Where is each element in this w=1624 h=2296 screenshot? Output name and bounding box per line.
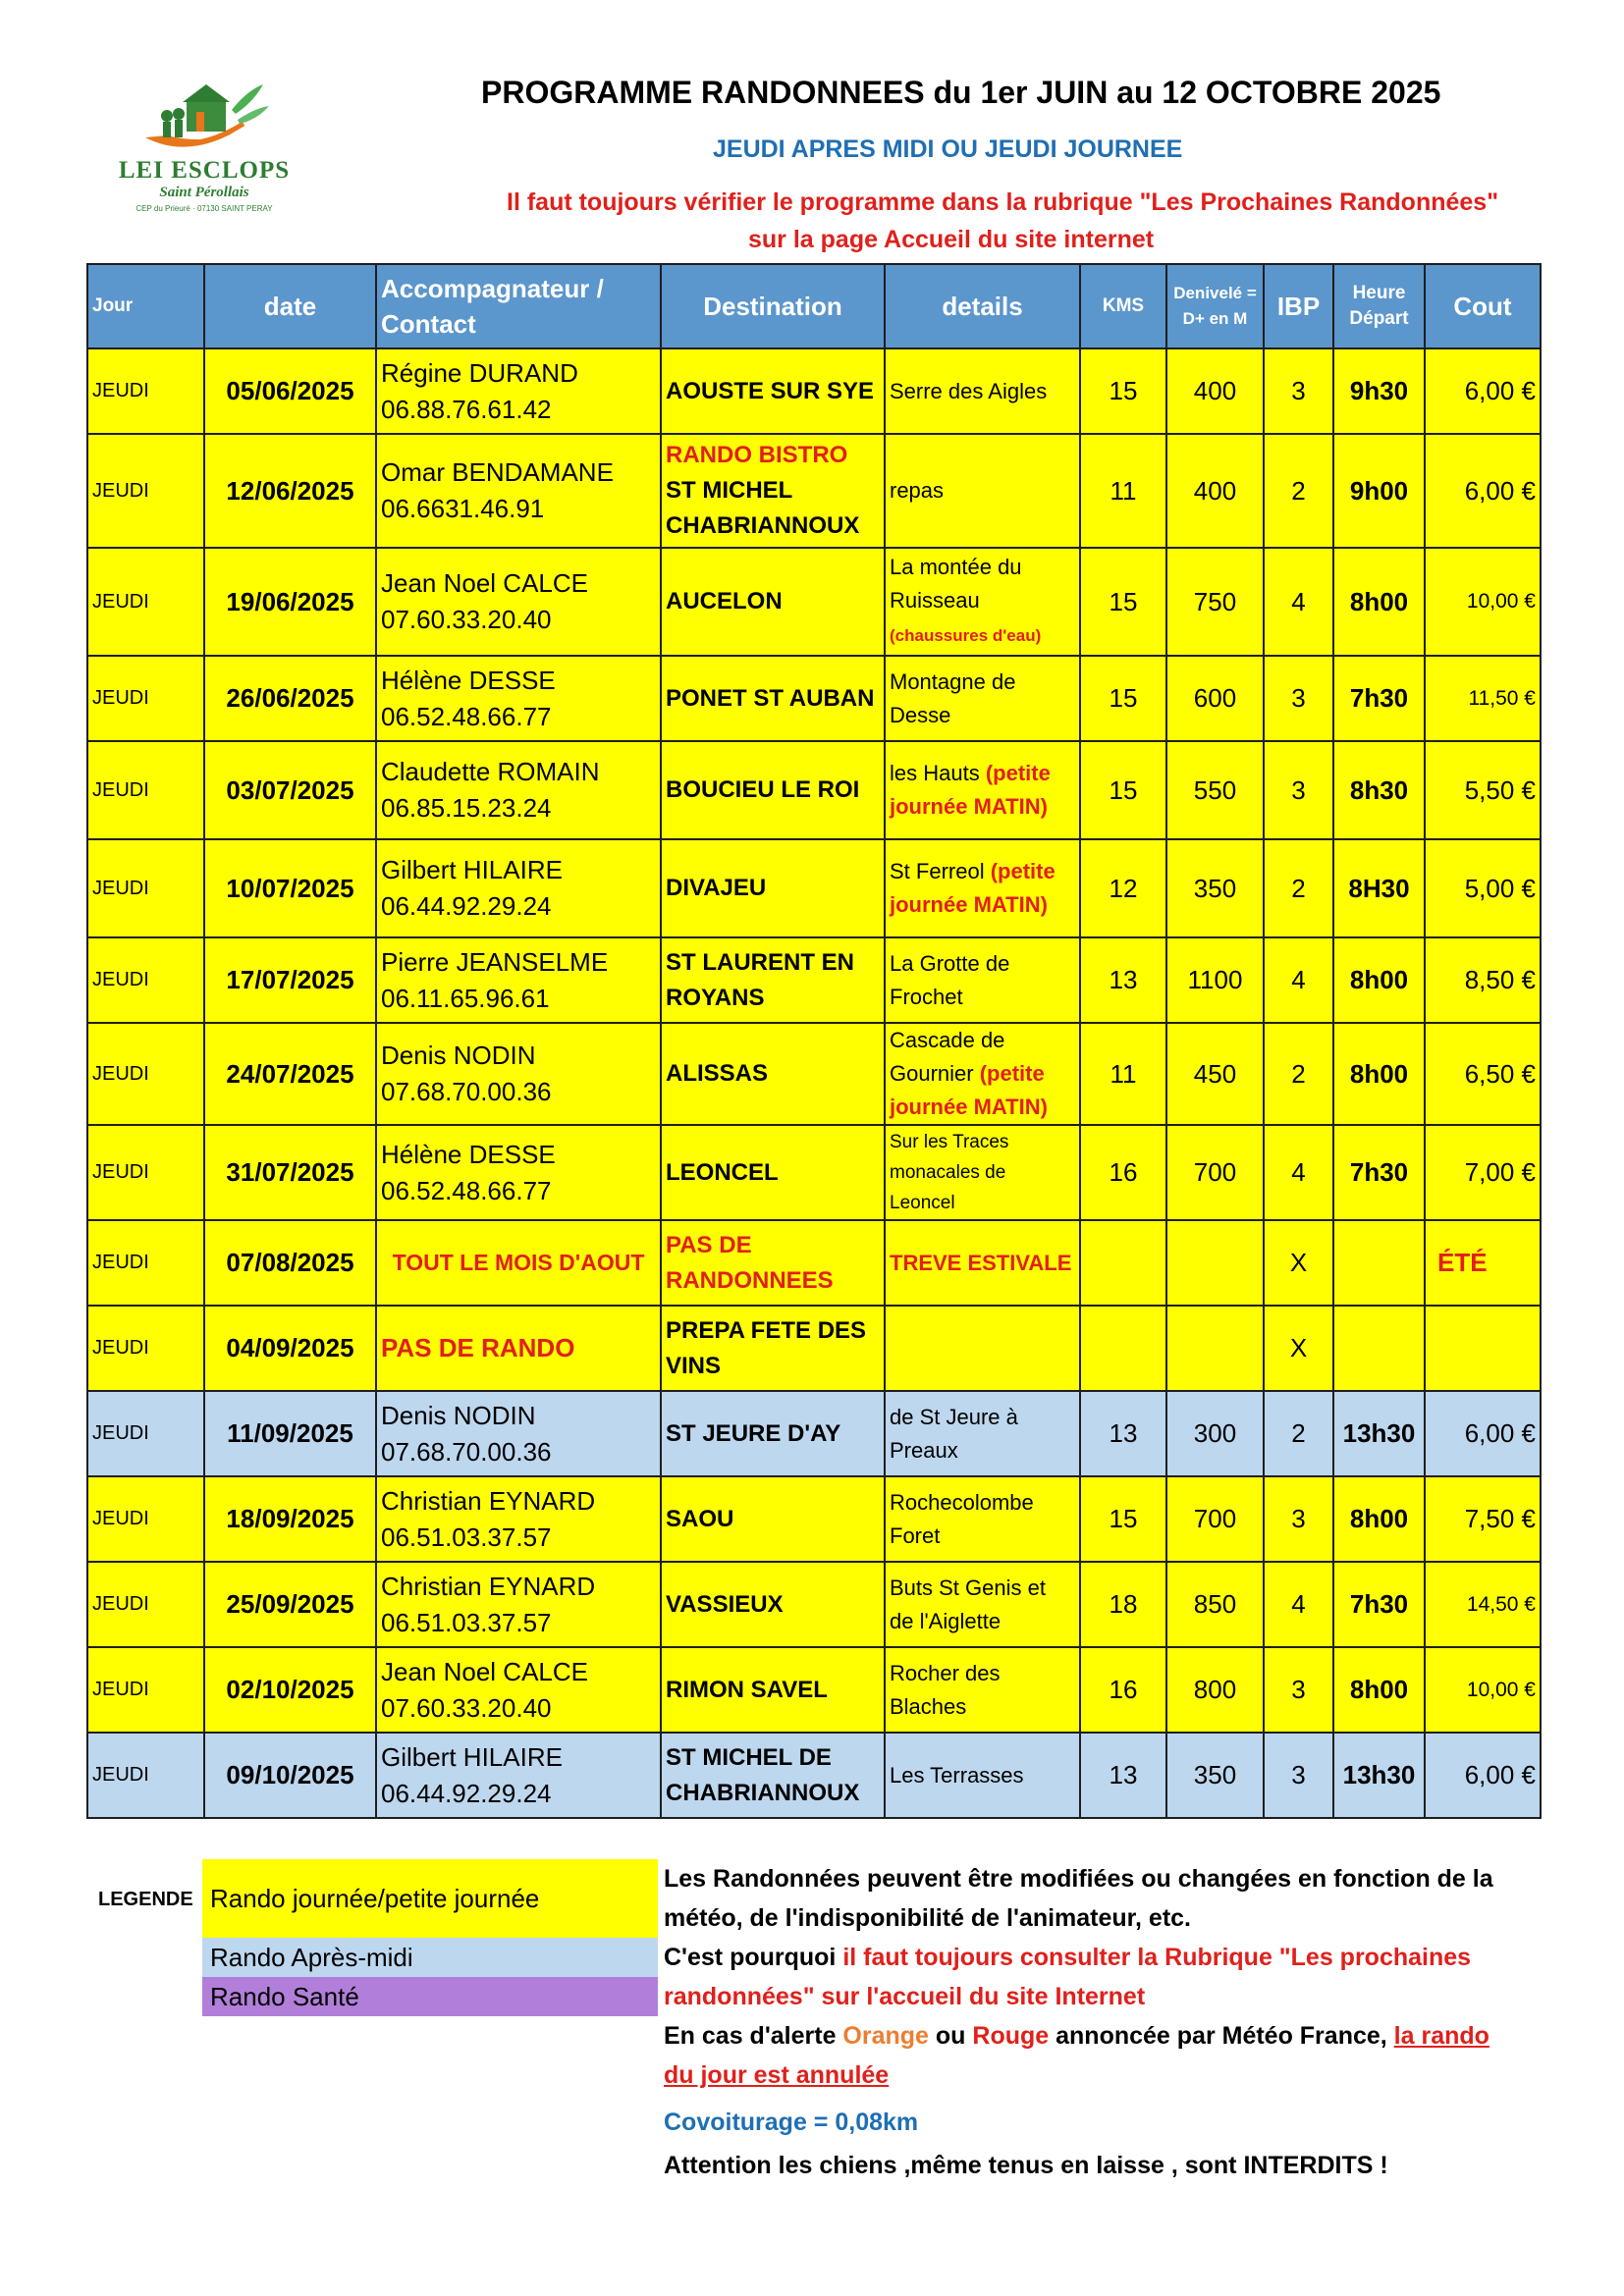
table-row: [87, 937, 1541, 1023]
page-title: PROGRAMME RANDONNEES du 1er JUIN au 12 OCTOBRE 2025: [481, 75, 1441, 110]
logo-subtitle: Saint Pérollais: [159, 185, 249, 200]
destination-line1: ST LAURENT EN: [666, 948, 854, 976]
header-details: details: [885, 264, 1080, 348]
cell-details: [885, 839, 1080, 937]
cell-cout: ÉTÉ: [1425, 1220, 1541, 1306]
cell-destination: [661, 1562, 885, 1647]
contact-name: Régine DURAND: [381, 357, 578, 388]
cell-cout: 14,50 €: [1425, 1562, 1541, 1647]
cell-kms: [1080, 1306, 1166, 1391]
contact-name: Claudette ROMAIN: [381, 757, 600, 786]
cell-cout: 6,00 €: [1425, 1733, 1541, 1818]
cell-denivele: 1100: [1166, 937, 1264, 1023]
cell-heure: 13h30: [1333, 1733, 1425, 1818]
logo-name: LEI ESCLOPS: [118, 157, 291, 184]
cell-cout: [1425, 1306, 1541, 1391]
header-kms: KMS: [1080, 264, 1166, 348]
cell-details: [885, 1306, 1080, 1391]
cell-destination: [661, 656, 885, 741]
contact-phone: 07.68.70.00.36: [381, 1436, 552, 1467]
cell-heure: 9h00: [1333, 434, 1425, 548]
destination-line1: ALISSAS: [666, 1060, 769, 1087]
details-highlight: TREVE ESTIVALE: [890, 1250, 1072, 1275]
cell-kms: 18: [1080, 1562, 1166, 1647]
cell-cout: 6,00 €: [1425, 348, 1541, 434]
destination-line2: ROYANS: [666, 984, 765, 1011]
cell-kms: 15: [1080, 656, 1166, 741]
details-highlight: (petite journée MATIN): [890, 859, 1056, 917]
destination-line1: RIMON SAVEL: [666, 1676, 828, 1703]
contact-phone: 06.52.48.66.77: [381, 701, 552, 731]
cell-denivele: 450: [1166, 1023, 1264, 1125]
cell-kms: 12: [1080, 839, 1166, 937]
warning-line-1: Il faut toujours vérifier le programme dans la rubrique "Les Prochaines Randonnées": [507, 188, 1499, 216]
note-alert-meteo: annoncée par Météo France,: [1049, 2022, 1394, 2050]
destination-line1: ST JEURE D'AY: [666, 1419, 841, 1447]
cell-heure: 13h30: [1333, 1391, 1425, 1476]
details-highlight: (chaussures d'eau): [890, 626, 1042, 645]
cell-date: 12/06/2025: [204, 434, 376, 548]
cell-kms: 15: [1080, 548, 1166, 656]
details-text: La Grotte de Frochet: [890, 950, 1010, 1009]
legend-label: LEGENDE: [98, 1889, 193, 1910]
contact-name: Jean Noel CALCE: [381, 1656, 588, 1686]
note-weather-alert-2: du jour est annulée: [664, 2061, 890, 2089]
cell-denivele: [1166, 1220, 1264, 1306]
note-check-website-2: randonnées" sur l'accueil du site Internet: [664, 1983, 1146, 2010]
cell-kms: 15: [1080, 348, 1166, 434]
note-check-website: [664, 1938, 1471, 1977]
cell-kms: 11: [1080, 434, 1166, 548]
cell-destination: [661, 348, 885, 434]
cell-date: 11/09/2025: [204, 1391, 376, 1476]
cell-ibp: 4: [1264, 548, 1333, 656]
cell-details: [885, 937, 1080, 1023]
cell-denivele: 300: [1166, 1391, 1264, 1476]
cell-jour: JEUDI: [87, 1647, 204, 1733]
cell-jour: JEUDI: [87, 656, 204, 741]
cell-contact: [376, 548, 661, 656]
cell-heure: 7h30: [1333, 1562, 1425, 1647]
details-text: Montagne de Desse: [890, 668, 1016, 727]
destination-line1: VASSIEUX: [666, 1590, 784, 1618]
cell-heure: 8H30: [1333, 839, 1425, 937]
hike-program-table: [86, 263, 1542, 1819]
legend-day-hike: Rando journée/petite journée: [202, 1859, 658, 1938]
cell-date: 10/07/2025: [204, 839, 376, 937]
contact-phone: 07.68.70.00.36: [381, 1077, 552, 1106]
cell-denivele: 750: [1166, 548, 1264, 656]
cell-details: [885, 1023, 1080, 1125]
destination-highlight: PAS DE RANDONNEES: [666, 1231, 834, 1294]
contact-name: Christian EYNARD: [381, 1485, 596, 1516]
note-dogs-forbidden: Attention les chiens ,même tenus en laisse , sont INTERDITS !: [664, 2152, 1388, 2179]
cell-destination: [661, 1306, 885, 1391]
cell-ibp: X: [1264, 1306, 1333, 1391]
cell-details: [885, 1733, 1080, 1818]
cell-destination: [661, 1220, 885, 1306]
cell-kms: 16: [1080, 1125, 1166, 1220]
table-header-row: [87, 264, 1541, 348]
cell-contact: [376, 1476, 661, 1562]
cell-jour: JEUDI: [87, 741, 204, 839]
cell-details: [885, 1647, 1080, 1733]
header-ibp: IBP: [1264, 264, 1333, 348]
contact-phone: 07.60.33.20.40: [381, 605, 552, 634]
cell-heure: 8h00: [1333, 548, 1425, 656]
cell-contact: [376, 1391, 661, 1476]
header-date: date: [204, 264, 376, 348]
cell-details: [885, 1476, 1080, 1562]
destination-line2: CHABRIANNOUX: [666, 512, 860, 539]
destination-line1: AUCELON: [666, 588, 783, 614]
cell-ibp: 3: [1264, 1476, 1333, 1562]
cell-kms: [1080, 1220, 1166, 1306]
cell-jour: JEUDI: [87, 1125, 204, 1220]
cell-cout: 6,00 €: [1425, 434, 1541, 548]
cell-date: 26/06/2025: [204, 656, 376, 741]
cell-jour: JEUDI: [87, 348, 204, 434]
contact-phone: 06.11.65.96.61: [381, 983, 550, 1013]
table-row: [87, 1391, 1541, 1476]
cell-contact: [376, 1023, 661, 1125]
cell-cout: 7,50 €: [1425, 1476, 1541, 1562]
destination-line1: ST MICHEL DE: [666, 1743, 832, 1771]
header-jour: Jour: [87, 264, 204, 348]
note-check-highlight: il faut toujours consulter la Rubrique "Les prochaines: [842, 1944, 1472, 1971]
note-alert-or: ou: [928, 2022, 973, 2050]
contact-name: Pierre JEANSELME: [381, 946, 609, 977]
contact-name: Gilbert HILAIRE: [381, 1741, 563, 1772]
cell-kms: 13: [1080, 1733, 1166, 1818]
header-denivele: [1166, 264, 1264, 348]
destination-line2: CHABRIANNOUX: [666, 1779, 860, 1806]
contact-phone: 06.51.03.37.57: [381, 1607, 552, 1637]
contact-phone: 06.6631.46.91: [381, 494, 545, 523]
table-row: [87, 348, 1541, 434]
cell-kms: 15: [1080, 741, 1166, 839]
cell-jour: JEUDI: [87, 1733, 204, 1818]
cell-details: [885, 1391, 1080, 1476]
cell-jour: JEUDI: [87, 839, 204, 937]
table-row: [87, 548, 1541, 656]
cell-date: 24/07/2025: [204, 1023, 376, 1125]
note-alert-cancel: la rando: [1393, 2022, 1489, 2050]
cell-ibp: 2: [1264, 839, 1333, 937]
cell-jour: JEUDI: [87, 937, 204, 1023]
destination-line1: PREPA FETE DES: [666, 1316, 867, 1344]
details-text: Serre des Aigles: [890, 378, 1048, 403]
club-logo: [116, 80, 293, 218]
warning-line-2: sur la page Accueil du site internet: [748, 226, 1155, 253]
details-text: St Ferreol: [890, 859, 985, 883]
cell-date: 04/09/2025: [204, 1306, 376, 1391]
cell-contact: [376, 1125, 661, 1220]
cell-ibp: 3: [1264, 1733, 1333, 1818]
cell-ibp: 3: [1264, 741, 1333, 839]
cell-date: 09/10/2025: [204, 1733, 376, 1818]
cell-kms: 11: [1080, 1023, 1166, 1125]
cell-kms: 15: [1080, 1476, 1166, 1562]
cell-date: 17/07/2025: [204, 937, 376, 1023]
cell-jour: JEUDI: [87, 1023, 204, 1125]
table-row: [87, 434, 1541, 548]
details-text: Sur les Traces monacales de Leoncel: [890, 1132, 1009, 1213]
contact-phone: 06.85.15.23.24: [381, 793, 552, 823]
contact-phone: 06.44.92.29.24: [381, 1778, 552, 1808]
details-highlight: (petite journée MATIN): [890, 1061, 1048, 1119]
table-row: [87, 1023, 1541, 1125]
cell-ibp: 2: [1264, 1023, 1333, 1125]
details-text: de St Jeure à Preaux: [890, 1404, 1018, 1463]
header-cout: Cout: [1425, 264, 1541, 348]
cell-contact: [376, 1733, 661, 1818]
contact-phone: 06.52.48.66.77: [381, 1175, 552, 1205]
cell-details: [885, 656, 1080, 741]
details-text: Rocher des Blaches: [890, 1660, 1001, 1719]
header-heure-line1: Heure: [1352, 283, 1406, 303]
cell-date: 07/08/2025: [204, 1220, 376, 1306]
cell-jour: JEUDI: [87, 1220, 204, 1306]
cell-ibp: 4: [1264, 1125, 1333, 1220]
details-text: Rochecolombe Foret: [890, 1489, 1034, 1548]
cell-date: 02/10/2025: [204, 1647, 376, 1733]
cell-jour: JEUDI: [87, 1476, 204, 1562]
cell-jour: JEUDI: [87, 548, 204, 656]
destination-line1: LEONCEL: [666, 1158, 779, 1186]
cell-destination: [661, 1647, 885, 1733]
cell-denivele: 600: [1166, 656, 1264, 741]
table-row: [87, 1306, 1541, 1391]
cell-cout: 10,00 €: [1425, 548, 1541, 656]
cell-contact: [376, 937, 661, 1023]
header-heure-line2: Départ: [1349, 308, 1409, 329]
cell-contact: [376, 1220, 661, 1306]
cell-heure: 7h30: [1333, 656, 1425, 741]
cell-destination: [661, 434, 885, 548]
cell-ibp: 4: [1264, 937, 1333, 1023]
table-row: [87, 656, 1541, 741]
header-denivele-line1: Denivelé =: [1173, 284, 1257, 302]
contact-name: Hélène DESSE: [381, 1139, 556, 1169]
cell-cout: 7,00 €: [1425, 1125, 1541, 1220]
table-row: [87, 1562, 1541, 1647]
legend-afternoon-hike: Rando Après-midi: [202, 1938, 658, 1977]
cell-cout: 6,00 €: [1425, 1391, 1541, 1476]
destination-line1: PONET ST AUBAN: [666, 684, 875, 712]
cell-cout: 5,50 €: [1425, 741, 1541, 839]
destination-line1: ST MICHEL: [666, 477, 793, 504]
cell-heure: 7h30: [1333, 1125, 1425, 1220]
contact-name: TOUT LE MOIS D'AOUT: [392, 1250, 645, 1275]
note-check-prefix: C'est pourquoi: [664, 1944, 843, 1971]
contact-name: Jean Noel CALCE: [381, 568, 588, 598]
cell-destination: [661, 741, 885, 839]
cell-denivele: [1166, 1306, 1264, 1391]
cell-details: [885, 741, 1080, 839]
cell-denivele: 800: [1166, 1647, 1264, 1733]
note-alert-red: Rouge: [972, 2022, 1050, 2050]
cell-kms: 16: [1080, 1647, 1166, 1733]
contact-phone: 07.60.33.20.40: [381, 1692, 552, 1723]
cell-date: 03/07/2025: [204, 741, 376, 839]
table-row: [87, 1647, 1541, 1733]
contact-phone: 06.44.92.29.24: [381, 891, 552, 921]
details-text: les Hauts: [890, 761, 980, 785]
destination-line2: VINS: [666, 1352, 722, 1379]
details-text: Cascade de Gournier: [890, 1028, 1005, 1086]
cell-denivele: 350: [1166, 1733, 1264, 1818]
cell-cout: 6,50 €: [1425, 1023, 1541, 1125]
header-contact: Accompagnateur / Contact: [376, 264, 661, 348]
cell-details: [885, 1125, 1080, 1220]
contact-name: PAS DE RANDO: [381, 1333, 575, 1362]
note-modification-2: météo, de l'indisponibilité de l'animateur, etc.: [664, 1904, 1191, 1932]
cell-ibp: 4: [1264, 1562, 1333, 1647]
cell-kms: 13: [1080, 1391, 1166, 1476]
cell-jour: JEUDI: [87, 434, 204, 548]
cell-destination: [661, 1733, 885, 1818]
cell-date: 19/06/2025: [204, 548, 376, 656]
cell-contact: [376, 1306, 661, 1391]
cell-contact: [376, 741, 661, 839]
note-alert-prefix: En cas d'alerte: [664, 2022, 843, 2050]
contact-name: Hélène DESSE: [381, 665, 556, 695]
cell-contact: [376, 348, 661, 434]
cell-heure: [1333, 1306, 1425, 1391]
contact-name: Christian EYNARD: [381, 1571, 596, 1601]
table-row: [87, 839, 1541, 937]
cell-details: [885, 548, 1080, 656]
note-weather-alert: [664, 2016, 1489, 2056]
cell-contact: [376, 434, 661, 548]
cell-denivele: 700: [1166, 1125, 1264, 1220]
table-row: [87, 741, 1541, 839]
cell-ibp: 2: [1264, 1391, 1333, 1476]
cell-jour: JEUDI: [87, 1391, 204, 1476]
contact-phone: 06.51.03.37.57: [381, 1522, 552, 1552]
details-text: Buts St Genis et de l'Aiglette: [890, 1575, 1046, 1633]
cell-details: [885, 434, 1080, 548]
cell-denivele: 400: [1166, 348, 1264, 434]
contact-name: Denis NODIN: [381, 1041, 536, 1070]
cell-date: 31/07/2025: [204, 1125, 376, 1220]
cell-contact: [376, 839, 661, 937]
note-carpooling: Covoiturage = 0,08km: [664, 2109, 919, 2136]
cell-date: 05/06/2025: [204, 348, 376, 434]
cell-destination: [661, 1476, 885, 1562]
cell-kms: 13: [1080, 937, 1166, 1023]
cell-contact: [376, 1562, 661, 1647]
cell-cout: 11,50 €: [1425, 656, 1541, 741]
cell-ibp: X: [1264, 1220, 1333, 1306]
cell-heure: 8h00: [1333, 1647, 1425, 1733]
header-destination: Destination: [661, 264, 885, 348]
cell-contact: [376, 656, 661, 741]
cell-destination: [661, 548, 885, 656]
cell-jour: JEUDI: [87, 1306, 204, 1391]
destination-line1: BOUCIEU LE ROI: [666, 776, 860, 803]
destination-line1: DIVAJEU: [666, 875, 767, 901]
note-alert-orange: Orange: [842, 2022, 929, 2050]
cell-destination: [661, 937, 885, 1023]
destination-highlight: RANDO BISTRO: [666, 442, 848, 468]
cell-details: [885, 1220, 1080, 1306]
cell-heure: 8h30: [1333, 741, 1425, 839]
cell-ibp: 2: [1264, 434, 1333, 548]
contact-name: Denis NODIN: [381, 1400, 536, 1430]
cell-heure: 8h00: [1333, 1476, 1425, 1562]
cell-contact: [376, 1647, 661, 1733]
details-text: Les Terrasses: [890, 1762, 1024, 1788]
cell-destination: [661, 839, 885, 937]
cell-cout: 10,00 €: [1425, 1647, 1541, 1733]
table-row: [87, 1476, 1541, 1562]
cell-denivele: 700: [1166, 1476, 1264, 1562]
cell-heure: 8h00: [1333, 1023, 1425, 1125]
legend-health-hike: Rando Santé: [202, 1977, 658, 2016]
table-row: [87, 1220, 1541, 1306]
cell-ibp: 3: [1264, 348, 1333, 434]
cell-denivele: 350: [1166, 839, 1264, 937]
logo-address: CEP du Prieuré · 07130 SAINT PERAY: [135, 204, 273, 213]
note-modification: Les Randonnées peuvent être modifiées ou changées en fonction de la: [664, 1865, 1493, 1893]
cell-denivele: 400: [1166, 434, 1264, 548]
destination-line1: AOUSTE SUR SYE: [666, 377, 875, 404]
cell-heure: [1333, 1220, 1425, 1306]
cell-cout: 5,00 €: [1425, 839, 1541, 937]
cell-date: 25/09/2025: [204, 1562, 376, 1647]
cell-destination: [661, 1023, 885, 1125]
cell-cout: 8,50 €: [1425, 937, 1541, 1023]
table-row: [87, 1733, 1541, 1818]
details-text: La montée du Ruisseau: [890, 555, 1022, 613]
cell-heure: 8h00: [1333, 937, 1425, 1023]
cell-jour: JEUDI: [87, 1562, 204, 1647]
page-subtitle: JEUDI APRES MIDI OU JEUDI JOURNEE: [713, 135, 1183, 163]
cell-destination: [661, 1125, 885, 1220]
contact-phone: 06.88.76.61.42: [381, 394, 552, 424]
header-denivele-line2: D+ en M: [1182, 309, 1248, 328]
cell-heure: 9h30: [1333, 348, 1425, 434]
contact-name: Gilbert HILAIRE: [381, 855, 563, 884]
cell-details: [885, 348, 1080, 434]
cell-destination: [661, 1391, 885, 1476]
cell-date: 18/09/2025: [204, 1476, 376, 1562]
cell-details: [885, 1562, 1080, 1647]
logo-hikers-icon: [137, 80, 275, 159]
cell-denivele: 850: [1166, 1562, 1264, 1647]
cell-ibp: 3: [1264, 656, 1333, 741]
cell-denivele: 550: [1166, 741, 1264, 839]
cell-ibp: 3: [1264, 1647, 1333, 1733]
table-row: [87, 1125, 1541, 1220]
details-highlight: (petite journée MATIN): [890, 761, 1051, 819]
destination-line1: SAOU: [666, 1505, 734, 1532]
details-text: repas: [890, 478, 945, 503]
header-heure: [1333, 264, 1425, 348]
contact-name: Omar BENDAMANE: [381, 457, 614, 487]
